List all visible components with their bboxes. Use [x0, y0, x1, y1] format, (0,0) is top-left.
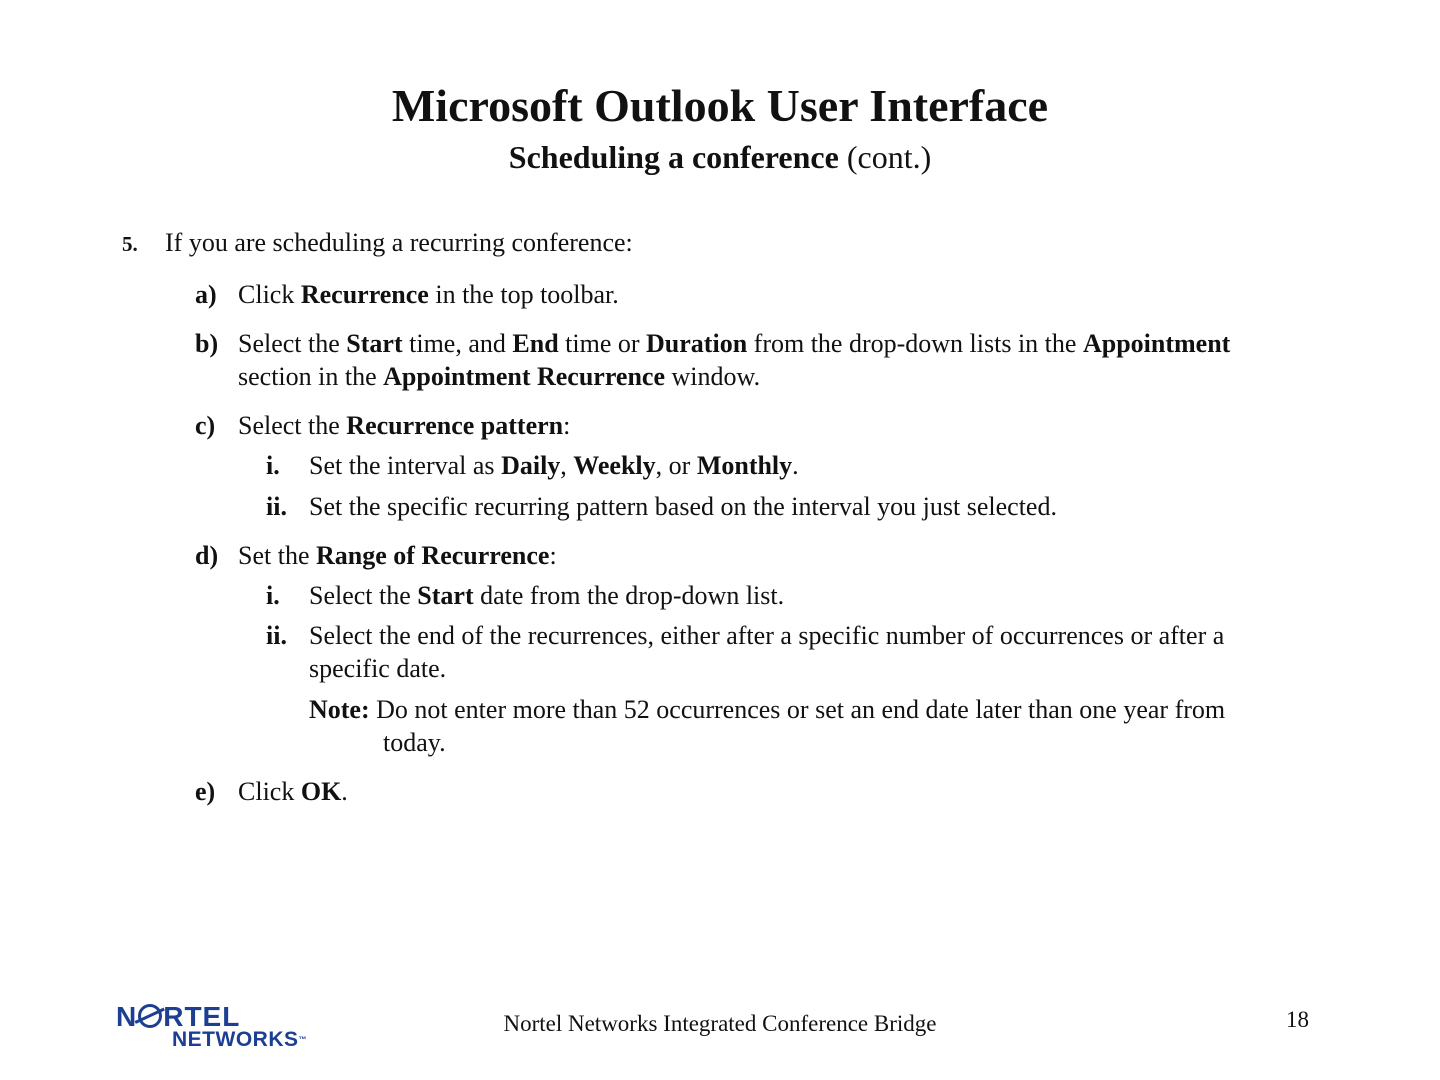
substep-b-text-line2: section in the Appointment Recurrence window. — [238, 362, 761, 391]
step-5-text: If you are scheduling a recurring conference: — [165, 228, 633, 257]
substep-c-text: Select the Recurrence pattern: — [238, 411, 571, 440]
logo-line1: N RTEL — [116, 1001, 241, 1032]
page-number: 18 — [1286, 1007, 1309, 1032]
subtitle-bold: Scheduling a conference — [508, 139, 839, 175]
footer-text: Nortel Networks Integrated Conference Bridge — [503, 1011, 937, 1036]
note-line1: Note: Do not enter more than 52 occurrences or set an end date later than one year from — [309, 695, 1226, 724]
note-label: Note: — [309, 695, 370, 724]
subtitle-rest: (cont.) — [838, 139, 932, 175]
page-subtitle — [0, 137, 1440, 177]
substep-d-number: d) — [195, 541, 219, 570]
substep-c-ii-text: Set the specific recurring pattern based on the interval you just selected. — [309, 492, 1057, 521]
substep-d-ii-number: ii. — [266, 621, 287, 650]
substep-b-text-line1: Select the Start time, and End time or Duration from the drop-down lists in the Appointment — [238, 329, 1231, 358]
note-line2: today. — [383, 728, 446, 757]
substep-a-text: Click Recurrence in the top toolbar. — [238, 280, 619, 309]
page-title: Microsoft Outlook User Interface — [391, 80, 1049, 131]
substep-c-ii-number: ii. — [266, 492, 287, 521]
substep-d-ii-text-line2: specific date. — [309, 654, 447, 683]
logo-line2: NETWORKS™ — [172, 1028, 307, 1051]
substep-c-i-number: i. — [266, 451, 280, 480]
substep-e-number: e) — [195, 777, 216, 806]
substep-c-i-text: Set the interval as Daily, Weekly, or Monthly. — [309, 451, 799, 480]
substep-d-i-number: i. — [266, 581, 280, 610]
step-5-number: 5. — [122, 232, 138, 256]
substep-d-ii-text-line1: Select the end of the recurrences, either after a specific number of occurrences or after a — [309, 621, 1225, 650]
substep-e-text: Click OK. — [238, 777, 348, 806]
substep-d-i-text: Select the Start date from the drop-down list. — [309, 581, 785, 610]
substep-c-number: c) — [195, 411, 216, 440]
substep-d-text: Set the Range of Recurrence: — [238, 541, 557, 570]
substep-a-number: a) — [195, 280, 217, 309]
substep-b-number: b) — [195, 329, 219, 358]
